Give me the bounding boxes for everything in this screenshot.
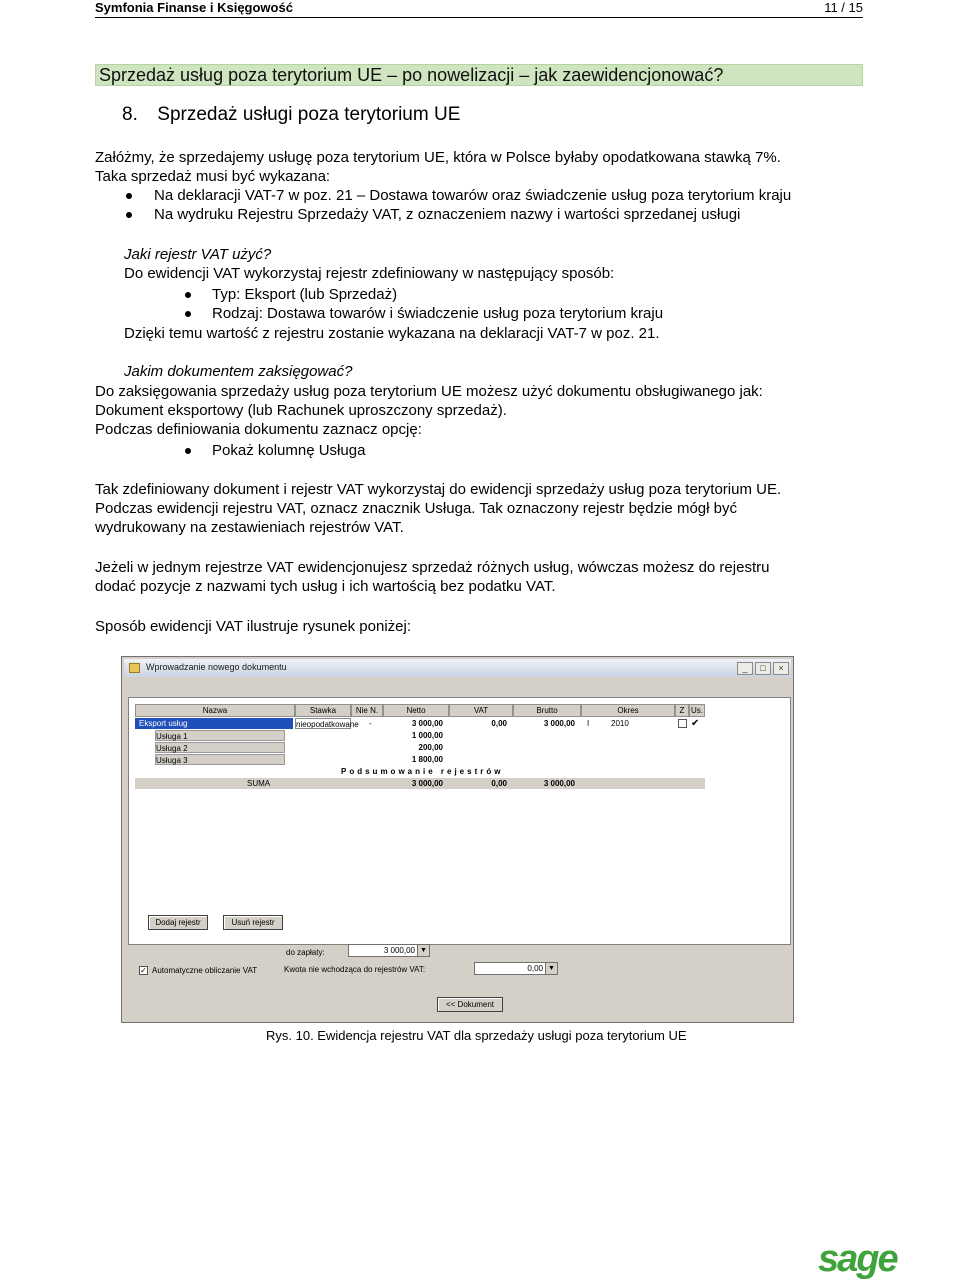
dialog-title: Wprowadzanie nowego dokumentu (146, 662, 287, 672)
row-netto[interactable]: 3 000,00 (411, 719, 443, 728)
paragraph-6: Dokument eksportowy (lub Rachunek uproszczony sprzedaż). (95, 402, 507, 419)
page-header (95, 0, 863, 18)
service-row-name[interactable]: Usługa 2 (155, 742, 285, 753)
col-header-vat[interactable]: VAT (449, 704, 513, 717)
service-row-name[interactable]: Usługa 3 (155, 754, 285, 765)
back-to-document-button[interactable]: << Dokument (437, 997, 503, 1012)
auto-vat-checkbox[interactable]: ✓ (140, 966, 147, 975)
list3-item-1: Pokaż kolumnę Usługa (212, 442, 366, 459)
row-name[interactable]: Eksport usług (135, 718, 293, 729)
paragraph-8: Tak zdefiniowany dokument i rejestr VAT wykorzystaj do ewidencji sprzedaży usług poza terytorium UE. (95, 481, 782, 498)
bullet (126, 193, 132, 199)
question-1: Jaki rejestr VAT użyć? (124, 246, 272, 263)
suma-vat: 0,00 (491, 779, 507, 788)
col-header-brutto[interactable]: Brutto (513, 704, 581, 717)
col-header-nien[interactable]: Nie N. (351, 704, 383, 717)
vat-register-grid (128, 697, 791, 945)
question-2: Jakim dokumentem zaksięgować? (124, 363, 353, 380)
paragraph-5: Do zaksięgowania sprzedaży usług poza terytorium UE możesz użyć dokumentu obsługiwanego jak: (95, 383, 763, 400)
auto-vat-label[interactable]: Automatyczne obliczanie VAT (152, 966, 258, 975)
paragraph-9: Podczas ewidencji rejestru VAT, oznacz znacznik Usługa. Tak oznaczony rejestr będzie mógł być (95, 500, 737, 517)
z-checkbox[interactable] (678, 719, 687, 728)
row-okres-month[interactable]: I (587, 719, 590, 728)
bullet (185, 292, 191, 298)
app-icon (129, 663, 140, 673)
row-vat[interactable]: 0,00 (491, 719, 507, 728)
col-header-us[interactable]: Us. (691, 706, 703, 715)
list2-item-1: Typ: Eksport (lub Sprzedaż) (212, 286, 398, 303)
figure-caption: Rys. 10. Ewidencja rejestru VAT dla sprzedaży usługi poza terytorium UE (266, 1028, 687, 1043)
col-header-netto[interactable]: Netto (383, 704, 449, 717)
banner-title: Sprzedaż usług poza terytorium UE – po nowelizacji – jak zaewidencjonować? (99, 65, 724, 85)
suma-brutto: 3 000,00 (543, 779, 575, 788)
service-row-value[interactable]: 200,00 (418, 743, 443, 752)
paragraph-11: Jeżeli w jednym rejestrze VAT ewidencjonujesz sprzedaż różnych usług, wówczas możesz do rejestru (95, 559, 770, 576)
bullet (185, 448, 191, 454)
paragraph-1: Załóżmy, że sprzedajemy usługę poza terytorium UE, która w Polsce byłaby opodatkowana stawką 7%. (95, 149, 781, 166)
delete-register-button[interactable]: Usuń rejestr (223, 915, 283, 930)
paragraph-10: wydrukowany na zestawieniach rejestrów VAT. (95, 519, 404, 536)
row-nien: - (369, 719, 372, 728)
kwota-value: 0,00 (527, 964, 543, 973)
col-header-stawka[interactable]: Stawka (295, 704, 351, 717)
do-zaplaty-value: 3 000,00 (383, 946, 415, 955)
col-header-okres[interactable]: Okres (581, 704, 675, 717)
section-heading (122, 104, 460, 126)
dialog-titlebar[interactable] (124, 659, 791, 677)
do-zaplaty-label: do zapłaty: (286, 948, 325, 957)
sage-logo: sage (818, 1238, 897, 1280)
summary-header: Podsumowanie rejestrów (341, 767, 504, 776)
bullet (185, 311, 191, 317)
bullet (126, 212, 132, 218)
document-dialog (121, 656, 794, 1023)
paragraph-2: Taka sprzedaż musi być wykazana: (95, 168, 331, 185)
paragraph-7: Podczas definiowania dokumentu zaznacz opcję: (95, 421, 422, 438)
dropdown-arrow-icon[interactable]: ▼ (545, 963, 557, 974)
list1-item-1: Na deklaracji VAT-7 w poz. 21 – Dostawa towarów oraz świadczenie usług poza terytorium kraju (154, 187, 792, 204)
kwota-label: Kwota nie wchodząca do rejestrów VAT: (284, 965, 426, 974)
kwota-field[interactable] (474, 962, 558, 975)
topic-banner (95, 64, 863, 86)
add-register-button[interactable]: Dodaj rejestr (148, 915, 208, 930)
col-header-nazwa[interactable]: Nazwa (135, 704, 295, 717)
service-row-value[interactable]: 1 800,00 (411, 755, 443, 764)
section-title: Sprzedaż usługi poza terytorium UE (157, 104, 461, 125)
section-number: 8. (122, 104, 138, 125)
paragraph-12: dodać pozycje z nazwami tych usług i ich wartością bez podatku VAT. (95, 578, 556, 595)
minimize-button[interactable]: _ (737, 662, 753, 675)
us-checkmark[interactable]: ✔ (691, 718, 700, 729)
close-button[interactable]: × (773, 662, 789, 675)
header-title: Symfonia Finanse i Księgowość (95, 0, 293, 15)
list2-item-2: Rodzaj: Dostawa towarów i świadczenie usług poza terytorium kraju (212, 305, 664, 322)
row-okres-year[interactable]: 2010 (611, 719, 629, 728)
service-row-value[interactable]: 1 000,00 (411, 731, 443, 740)
service-row-name[interactable]: Usługa 1 (155, 730, 285, 741)
list1-item-2: Na wydruku Rejestru Sprzedaży VAT, z oznaczeniem nazwy i wartości sprzedanej usługi (154, 206, 741, 223)
suma-netto: 3 000,00 (411, 779, 443, 788)
suma-label: SUMA (247, 779, 271, 788)
dropdown-arrow-icon[interactable]: ▼ (417, 945, 429, 956)
do-zaplaty-field[interactable] (348, 944, 430, 957)
maximize-button[interactable]: □ (755, 662, 771, 675)
page-number: 11 / 15 (824, 0, 863, 15)
paragraph-3: Do ewidencji VAT wykorzystaj rejestr zdefiniowany w następujący sposób: (124, 265, 615, 282)
col-header-z[interactable]: Z (675, 704, 689, 717)
row-stawka[interactable]: nieopodatkowane (296, 720, 359, 729)
paragraph-13: Sposób ewidencji VAT ilustruje rysunek poniżej: (95, 618, 411, 635)
paragraph-4: Dzięki temu wartość z rejestru zostanie wykazana na deklaracji VAT-7 w poz. 21. (124, 325, 660, 342)
row-brutto[interactable]: 3 000,00 (543, 719, 575, 728)
